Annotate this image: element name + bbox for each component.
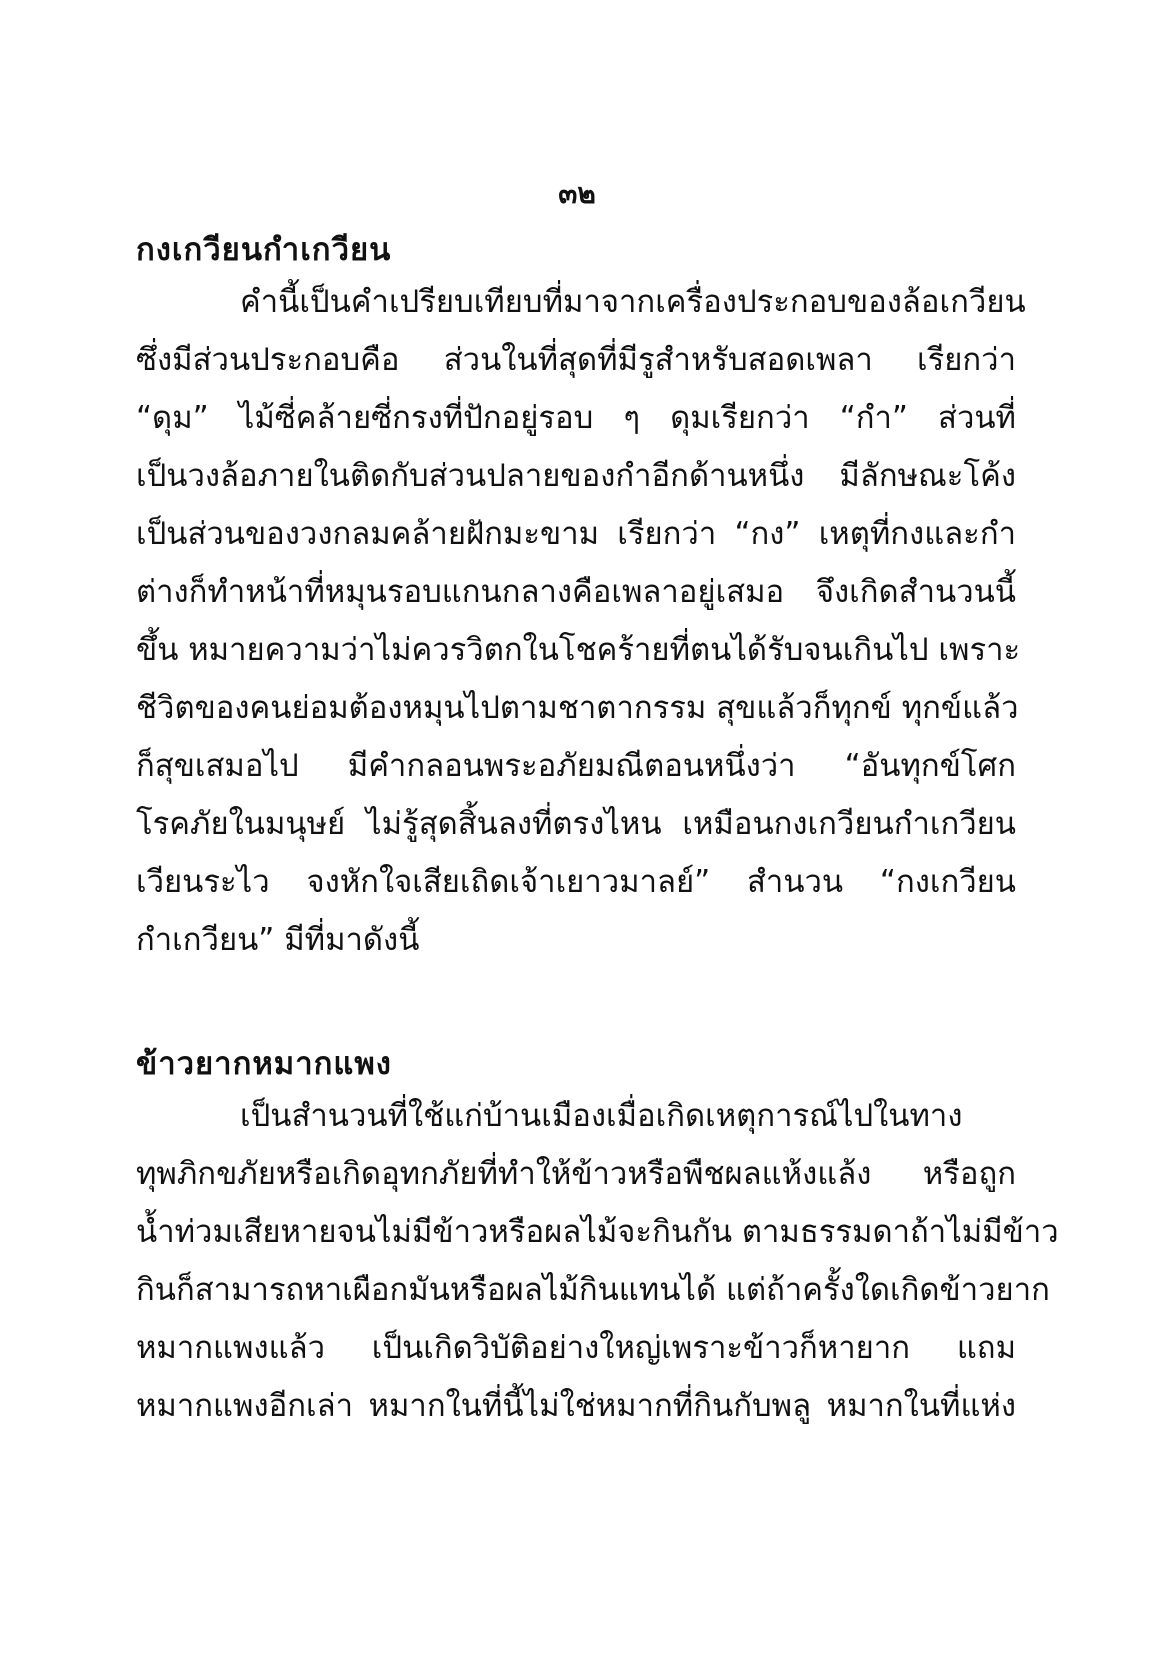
paragraph-line: ขึ้น หมายความว่าไม่ควรวิตกในโชคร้ายที่ตนได้รับจนเกินไป เพราะ	[136, 632, 1021, 668]
paragraph-line: หมากแพงแล้ว เป็นเกิดวิบัติอย่างใหญ่เพราะข้าวก็หายาก แถม	[136, 1330, 1016, 1366]
paragraph-line: ทุพภิกขภัยหรือเกิดอุทกภัยที่ทำให้ข้าวหรือพืชผลแห้งแล้ง หรือถูก	[136, 1156, 1016, 1192]
page-number: ๓๒	[558, 177, 596, 210]
paragraph-line: ก็สุขเสมอไป มีคำกลอนพระอภัยมณีตอนหนึ่งว่า “อันทุกข์โศก	[136, 748, 1016, 784]
paragraph-line: น้ำท่วมเสียหายจนไม่มีข้าวหรือผลไม้จะกินกัน ตามธรรมดาถ้าไม่มีข้าว	[136, 1214, 1059, 1250]
paragraph-line: กินก็สามารถหาเผือกมันหรือผลไม้กินแทนได้ แต่ถ้าครั้งใดเกิดข้าวยาก	[136, 1272, 1050, 1308]
paragraph-line: โรคภัยในมนุษย์ ไม่รู้สุดสิ้นลงที่ตรงไหน เหมือนกงเกวียนกำเกวียน	[136, 806, 1016, 842]
paragraph-line: เป็นส่วนของวงกลมคล้ายฝักมะขาม เรียกว่า “กง” เหตุที่กงและกำ	[136, 516, 1016, 552]
paragraph-line: ต่างก็ทำหน้าที่หมุนรอบแกนกลางคือเพลาอยู่เสมอ จึงเกิดสำนวนนี้	[136, 574, 1016, 610]
section-heading-kong-kwian: กงเกวียนกำเกวียน	[136, 232, 392, 268]
paragraph-line: คำนี้เป็นคำเปรียบเทียบที่มาจากเครื่องประกอบของล้อเกวียน	[240, 284, 1026, 320]
paragraph-line: หมากแพงอีกเล่า หมากในที่นี้ไม่ใช่หมากที่กินกับพลู หมากในที่แห่ง	[136, 1388, 1016, 1424]
paragraph-line: ชีวิตของคนย่อมต้องหมุนไปตามชาตากรรม สุขแล้วก็ทุกข์ ทุกข์แล้ว	[136, 690, 1019, 726]
paragraph-line: ซึ่งมีส่วนประกอบคือ ส่วนในที่สุดที่มีรูสำหรับสอดเพลา เรียกว่า	[136, 342, 1016, 378]
section-heading-khao-yak: ข้าวยากหมากแพง	[136, 1046, 392, 1082]
paragraph-line: เวียนระไว จงหักใจเสียเถิดเจ้าเยาวมาลย์” สำนวน “กงเกวียน	[136, 864, 1016, 900]
paragraph-line: เป็นวงล้อภายในติดกับส่วนปลายของกำอีกด้านหนึ่ง มีลักษณะโค้ง	[136, 458, 1016, 494]
paragraph-line: กำเกวียน” มีที่มาดังนี้	[136, 922, 420, 958]
paragraph-line: “ดุม” ไม้ซี่คล้ายซี่กรงที่ปักอยู่รอบ ๆ ดุมเรียกว่า “กำ” ส่วนที่	[136, 400, 1016, 436]
paragraph-line: เป็นสำนวนที่ใช้แก่บ้านเมืองเมื่อเกิดเหตุการณ์ไปในทาง	[240, 1098, 963, 1134]
